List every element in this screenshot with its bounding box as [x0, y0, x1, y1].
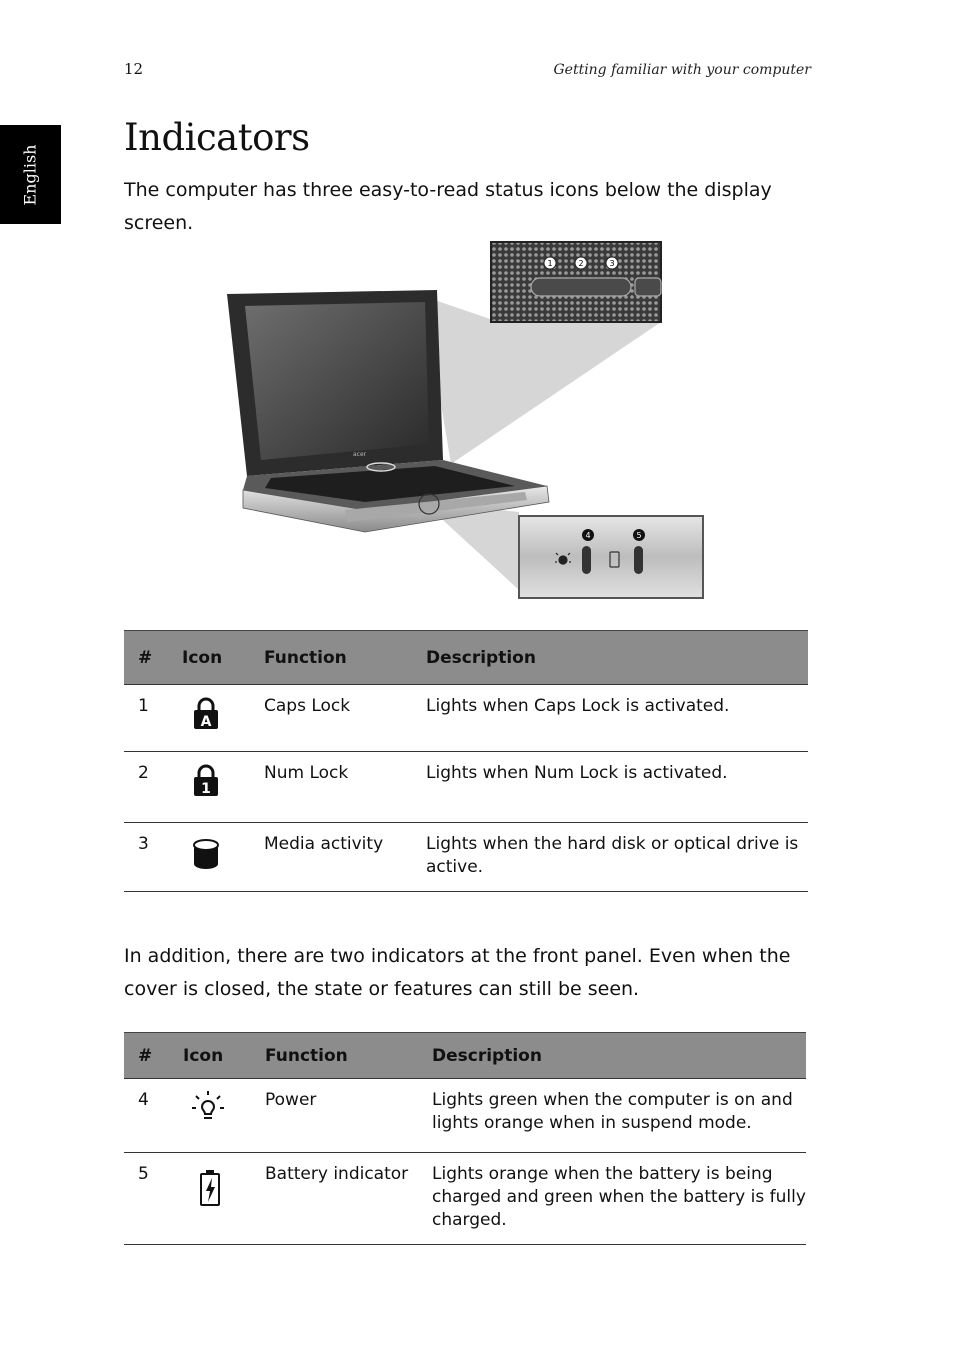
- laptop-screen: [245, 302, 429, 460]
- row-function: Num Lock: [250, 752, 412, 823]
- table-row: [124, 1079, 806, 1153]
- laptop-indicators-illustration: [215, 240, 705, 602]
- media-activity-icon: [192, 839, 220, 873]
- status-indicators-table: [124, 630, 808, 892]
- callout-4-label: 4: [585, 531, 591, 540]
- col-header-icon: Icon: [169, 1033, 251, 1079]
- table-row: [124, 823, 808, 892]
- col-header-description: Description: [418, 1033, 806, 1079]
- col-header-number: #: [124, 631, 168, 685]
- row-function: Power: [251, 1079, 418, 1153]
- table-row: [124, 1153, 806, 1245]
- language-tab-label: English: [20, 144, 40, 206]
- page-title: Indicators: [124, 116, 310, 159]
- front-panel-paragraph: In addition, there are two indicators at the front panel. Even when the cover is closed, the state or features can still be seen.: [124, 945, 791, 1000]
- table-row: [124, 752, 808, 823]
- zoom-battery-led: [634, 546, 643, 574]
- language-tab: [0, 125, 61, 224]
- running-header: Getting familiar with your computer: [553, 62, 811, 78]
- front-panel-zoom-box: [519, 516, 703, 598]
- row-number: 3: [124, 823, 168, 892]
- zoom-power-led: [582, 546, 591, 574]
- status-strip: [531, 278, 631, 296]
- row-description: Lights when the hard disk or optical drive is active.: [412, 823, 808, 892]
- svg-text:A: A: [200, 714, 212, 730]
- row-description: Lights orange when the battery is being charged and green when the battery is fully charged.: [418, 1153, 806, 1245]
- callout-3: [606, 257, 618, 269]
- col-header-function: Function: [251, 1033, 418, 1079]
- callout-1: [544, 257, 556, 269]
- svg-text:1: 1: [201, 781, 211, 797]
- power-icon: [191, 1089, 225, 1125]
- row-number: 4: [124, 1079, 169, 1153]
- brand-logo: acer: [353, 451, 367, 458]
- callout-2-label: 2: [578, 259, 584, 268]
- num-lock-icon: [192, 764, 220, 798]
- front-indicators-table: [124, 1032, 806, 1245]
- row-function: Media activity: [250, 823, 412, 892]
- callout-4: [582, 529, 594, 541]
- intro-paragraph: The computer has three easy-to-read status icons below the display screen.: [124, 179, 772, 234]
- col-header-number: #: [124, 1033, 169, 1079]
- row-description: Lights green when the computer is on and lights orange when in suspend mode.: [418, 1079, 806, 1153]
- callout-5: [633, 529, 645, 541]
- battery-icon: [198, 1169, 222, 1207]
- col-header-function: Function: [250, 631, 412, 685]
- callout-2: [575, 257, 587, 269]
- table-header-row: [124, 1033, 806, 1079]
- callout-1-label: 1: [547, 259, 553, 268]
- row-number: 2: [124, 752, 168, 823]
- caps-lock-icon: [192, 697, 220, 731]
- col-header-icon: Icon: [168, 631, 250, 685]
- table-header-row: [124, 631, 808, 685]
- row-number: 1: [124, 685, 168, 752]
- row-function: Battery indicator: [251, 1153, 418, 1245]
- col-header-description: Description: [412, 631, 808, 685]
- table-row: [124, 685, 808, 752]
- row-function: Caps Lock: [250, 685, 412, 752]
- row-description: Lights when Num Lock is activated.: [412, 752, 808, 823]
- callout-5-label: 5: [636, 531, 642, 540]
- row-description: Lights when Caps Lock is activated.: [412, 685, 808, 752]
- callout-3-label: 3: [609, 259, 615, 268]
- page-number: 12: [124, 60, 144, 78]
- row-number: 5: [124, 1153, 169, 1245]
